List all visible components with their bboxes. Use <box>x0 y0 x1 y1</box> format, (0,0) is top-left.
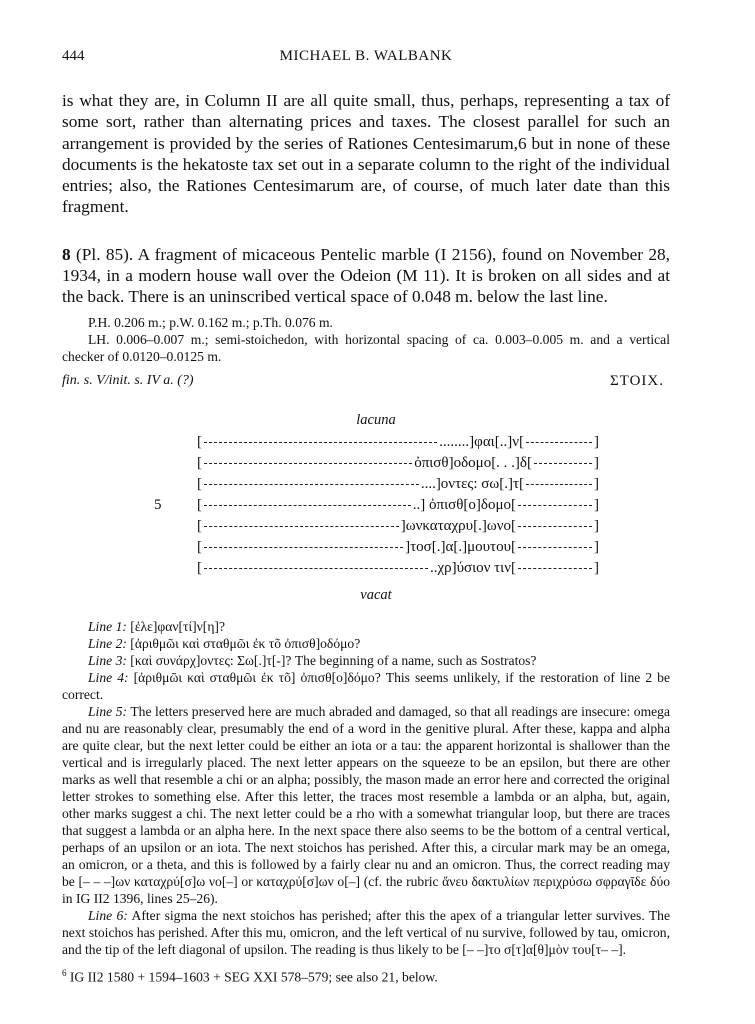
entry-text: (Pl. 85). A fragment of micaceous Pentelic marble (I 2156), found on November 28, 1934, in a modern house wall over the Odeion (M 11). It is broken on all sides and at the back. There is an uninscribed vertical space of 0.048 m. below the last line. <box>62 244 670 307</box>
inscription-line: [ ........]φαι[..]ν[ ] <box>197 434 599 451</box>
page <box>62 48 670 985</box>
running-head-author: MICHAEL B. WALBANK <box>279 48 453 64</box>
date: fin. s. V/init. s. IV a. (?) <box>62 372 194 388</box>
running-header <box>62 48 670 70</box>
note-line-1: Line 1: [ἐλε]φαν[τί]ν[η]? <box>88 618 225 634</box>
paragraph-continuation: is what they are, in Column II are all quite small, thus, perhaps, representing a tax of some sort, rather than alternating prices and taxes. The closest parallel for such an arrangement is provided by the series of Rationes Centesimarum,6 but in none of these documents is the hekatoste tax set out in a separate column to the right of the individual entries; also, the Rationes Centesimarum are, of course, of much later date than this fragment. <box>62 91 670 217</box>
inscription-line: [ ]τοσ[.]α[.]μουτου[ ] <box>197 539 599 556</box>
note-line-5: Line 5: The letters preserved here are much abraded and damaged, so that all readings are insecure: omega and nu are reasonably clear, presumably the end of a word in the genitive plural. After these, kappa and alpha are quite clear, but the next letter could be either an iota or a tau: the apparent horizontal is shallower than the vertical and is irregularly placed. The next letter appears on the squeeze to be an epsilon, but there are other marks as well that resemble a chi or an alpha; possibly, the mason made an error here and corrected the original letter strokes to something else. After this letter, the traces most resemble a lambda or an alpha, but, again, other marks suggest a chi. The next letter could be a rho with a somewhat triangular loop, but there are traces that suggest a lambda or an alpha here. In the next space there also seems to be the bottom of a central vertical, perhaps of an upsilon or an iota. The next stoichos has perished. After this, a circular mark may be an omega, an omicron, or a theta, and this is followed by a fairly clear nu and an omicron. Thus, the correct reading may be [– – –]ων καταχρύ[σ]ω νο[–] or καταχρύ[σ]ων ο[–] (cf. the rubric ἄνευ δακτυλίων περιχρύσω σφραγῖδε δύο in IG II2 1396, lines 25–26). <box>62 703 671 906</box>
inscription-line: [ ..] ὀπισθ[ο]δομο[ ] <box>197 497 599 514</box>
measurement-line: LH. 0.006–0.007 m.; semi-stoichedon, with horizontal spacing of ca. 0.003–0.005 m. and a vertical checker of 0.0120–0.0125 m. <box>62 331 670 364</box>
date-line <box>62 373 670 390</box>
footnote-marker: 6 <box>62 967 67 978</box>
lacuna-label: lacuna <box>356 411 396 428</box>
inscription-text <box>62 433 670 585</box>
note-line-4: Line 4: [ἀριθμῶι καὶ σταθμῶι ἐκ τõ] ὀπισθ[ο]δόμο? This seems unlikely, if the restoration of line 2 be correct. <box>62 669 670 702</box>
note-line-6: Line 6: After sigma the next stoichos has perished; after this the apex of a triangular letter survives. The next stoichos has perished. After this mu, omicron, and the left vertical of nu survive, followed by tau, omicron, and the tip of the left diagonal of upsilon. The reading is thus likely to be [– –]το σ[τ]α[θ]μὸν του[τ– –]. <box>62 907 671 957</box>
inscription-line: [ ὀπισθ]οδομο[. . .]δ[ ] <box>197 455 599 472</box>
inscription-line: [ ]ωνκαταχρυ[.]ωνο[ ] <box>197 518 599 535</box>
measurements <box>62 314 670 365</box>
vacat-label: vacat <box>360 586 392 603</box>
footnote <box>62 968 670 986</box>
note-line-2: Line 2: [ἀριθμῶι καὶ σταθμῶι ἐκ τõ ὀπισθ]οδόμο? <box>88 635 361 651</box>
note-line-3: Line 3: [καὶ συνάρχ]οντες: Σω[.]τ[-]? The beginning of a name, such as Sostratos? <box>88 652 537 668</box>
line-number: 5 <box>154 496 162 513</box>
measurement-line: P.H. 0.206 m.; p.W. 0.162 m.; p.Th. 0.076 m. <box>88 314 333 330</box>
page-number: 444 <box>62 48 85 64</box>
inscription-line: [ ..χρ]ύσιον τιν[ ] <box>197 560 599 577</box>
entry-paragraph <box>62 244 670 308</box>
stoichedon-label: ΣΤΟΙΧ. <box>609 372 664 389</box>
inscription-line: [ ....]οντες: σω[.]τ[ ] <box>197 476 599 493</box>
entry-number: 8 <box>62 244 71 264</box>
footnote-text: IG II2 1580 + 1594–1603 + SEG XXI 578–579; see also 21, below. <box>69 969 438 985</box>
commentary-notes <box>62 618 670 958</box>
